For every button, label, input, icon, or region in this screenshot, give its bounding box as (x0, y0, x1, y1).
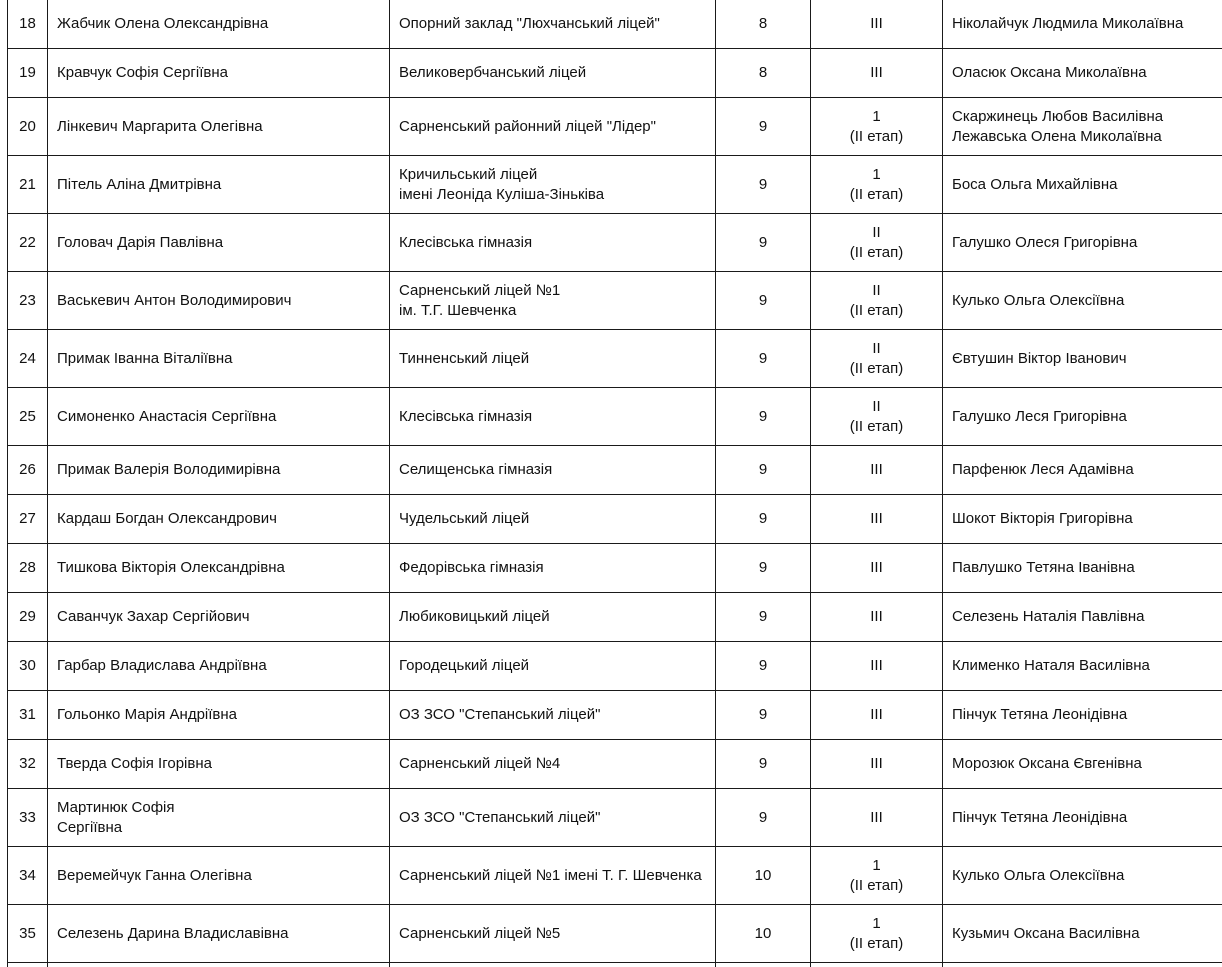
cell-teacher (943, 593, 1222, 642)
results-table-body (8, 0, 1222, 967)
cell-place-line: III (870, 808, 883, 826)
cell-grade: 9 (716, 691, 811, 740)
cell-student-name (48, 544, 390, 593)
cell-teacher-line: Павлушко Тетяна Іванівна (952, 559, 1135, 576)
cell-school (390, 98, 716, 156)
cell-student-name-line: Селезень Дарина Владиславівна (57, 924, 289, 942)
cell-student-name-line: Тверда Софія Ігорівна (57, 755, 212, 772)
table-row (8, 593, 1222, 642)
cell-teacher-line: Кулько Ольга Олексіївна (952, 291, 1125, 309)
cell-school (390, 740, 716, 789)
cell-place (811, 905, 943, 963)
cell-place-line: III (870, 461, 883, 478)
cell-student-name (48, 847, 390, 905)
cell-student-name (48, 330, 390, 388)
cell-grade: 9 (716, 330, 811, 388)
cell-school (390, 593, 716, 642)
cell-place (811, 593, 943, 642)
cell-number: 28 (8, 544, 48, 593)
cell-place (811, 0, 943, 49)
cell-teacher-line: Оласюк Оксана Миколаївна (952, 64, 1147, 81)
cell-teacher-line: Скаржинець Любов Василівна (952, 107, 1164, 125)
cell-number: 27 (8, 495, 48, 544)
table-row (8, 847, 1222, 905)
cell-place-line: III (870, 15, 883, 32)
cell-student-name (48, 214, 390, 272)
cell-student-name (48, 593, 390, 642)
cell-school-line: ім. Т.Г. Шевченка (399, 301, 517, 319)
cell-teacher (943, 214, 1222, 272)
cell-student-name (48, 789, 390, 847)
cell-teacher (943, 272, 1222, 330)
table-row (8, 691, 1222, 740)
cell-place-line: (II етап) (849, 876, 904, 894)
cell-place (811, 544, 943, 593)
cell-school-line: Любиковицький ліцей (399, 608, 550, 625)
cell-teacher (943, 544, 1222, 593)
cell-student-name (48, 495, 390, 544)
cell-teacher (943, 156, 1222, 214)
cell-place (811, 156, 943, 214)
cell-grade: 9 (716, 593, 811, 642)
cell-teacher-line: Кузьмич Оксана Василівна (952, 924, 1140, 942)
table-row (8, 905, 1222, 963)
cell-school (390, 789, 716, 847)
cell-school-line: ОЗ ЗСО "Степанський ліцей" (399, 808, 601, 826)
cell-teacher (943, 847, 1222, 905)
cell-teacher (943, 905, 1222, 963)
cell-place-line: II (872, 339, 881, 357)
cell-grade (716, 963, 811, 967)
table-row (8, 98, 1222, 156)
cell-place (811, 642, 943, 691)
cell-grade: 9 (716, 642, 811, 691)
cell-place (811, 272, 943, 330)
cell-student-name-line: Мартинюк Софія (57, 798, 175, 816)
cell-school (390, 0, 716, 49)
table-row (8, 330, 1222, 388)
table-row (8, 963, 1222, 967)
cell-teacher (943, 963, 1222, 967)
cell-student-name-line: Тишкова Вікторія Олександрівна (57, 559, 285, 576)
cell-place-line: 1 (872, 856, 881, 874)
table-row (8, 214, 1222, 272)
table-row (8, 388, 1222, 446)
cell-teacher (943, 446, 1222, 495)
cell-school-line: Селищенська гімназія (399, 461, 553, 478)
cell-number: 21 (8, 156, 48, 214)
cell-place-line: (II етап) (849, 934, 904, 952)
results-table (7, 0, 1222, 967)
cell-school (390, 330, 716, 388)
cell-grade: 9 (716, 214, 811, 272)
cell-school-line: Сарненський районний ліцей "Лідер" (399, 117, 656, 135)
cell-teacher (943, 740, 1222, 789)
cell-student-name (48, 388, 390, 446)
cell-place-line: 1 (872, 914, 881, 932)
cell-school-line: Клесівська гімназія (399, 233, 533, 251)
cell-school (390, 905, 716, 963)
cell-student-name (48, 156, 390, 214)
cell-number: 25 (8, 388, 48, 446)
cell-grade: 9 (716, 156, 811, 214)
cell-school-line: Великовербчанський ліцей (399, 64, 587, 81)
cell-place-line: II (872, 281, 881, 299)
cell-student-name-line: Симоненко Анастасія Сергіївна (57, 407, 277, 425)
cell-school-line: Клесівська гімназія (399, 407, 533, 425)
cell-student-name-line: Васькевич Антон Володимирович (57, 291, 292, 309)
cell-school (390, 544, 716, 593)
cell-place-line: (II етап) (849, 243, 904, 261)
cell-place (811, 446, 943, 495)
cell-number: 18 (8, 0, 48, 49)
cell-school-line: Опорний заклад "Люхчанський ліцей" (399, 15, 660, 32)
table-row (8, 789, 1222, 847)
cell-student-name-line: Сергіївна (57, 818, 123, 836)
cell-grade: 8 (716, 49, 811, 98)
cell-place-line: III (870, 755, 883, 772)
cell-place-line: II (872, 397, 881, 415)
cell-teacher-line: Євтушин Віктор Іванович (952, 349, 1127, 367)
cell-teacher-line: Морозюк Оксана Євгенівна (952, 755, 1142, 772)
cell-teacher (943, 0, 1222, 49)
cell-grade: 10 (716, 905, 811, 963)
cell-place-line: II (872, 223, 881, 241)
cell-teacher-line: Пінчук Тетяна Леонідівна (952, 706, 1128, 723)
cell-student-name-line: Гольонко Марія Андріївна (57, 706, 238, 723)
cell-place-line: (II етап) (849, 185, 904, 203)
cell-teacher-line: Пінчук Тетяна Леонідівна (952, 808, 1128, 826)
cell-teacher (943, 691, 1222, 740)
cell-school (390, 495, 716, 544)
cell-teacher (943, 388, 1222, 446)
cell-number: 23 (8, 272, 48, 330)
table-row (8, 49, 1222, 98)
cell-student-name-line: Пітель Аліна Дмитрівна (57, 175, 222, 193)
cell-teacher-line: Шокот Вікторія Григорівна (952, 510, 1133, 527)
table-row (8, 544, 1222, 593)
cell-place-line: 1 (872, 165, 881, 183)
cell-teacher (943, 330, 1222, 388)
cell-school-line: Чудельський ліцей (399, 510, 530, 527)
cell-student-name (48, 446, 390, 495)
cell-student-name-line: Кардаш Богдан Олександрович (57, 510, 277, 527)
cell-student-name-line: Жабчик Олена Олександрівна (57, 15, 269, 32)
cell-student-name (48, 740, 390, 789)
cell-school (390, 963, 716, 967)
cell-place (811, 49, 943, 98)
cell-teacher-line: Лежавська Олена Миколаївна (952, 127, 1162, 145)
cell-place-line: III (870, 510, 883, 527)
cell-place-line: (II етап) (849, 127, 904, 145)
cell-school-line: Сарненський ліцей №5 (399, 924, 561, 942)
cell-student-name (48, 0, 390, 49)
cell-number: 34 (8, 847, 48, 905)
cell-school (390, 642, 716, 691)
cell-teacher-line: Галушко Леся Григорівна (952, 407, 1127, 425)
cell-school (390, 446, 716, 495)
cell-school (390, 388, 716, 446)
cell-place-line: (II етап) (849, 301, 904, 319)
cell-teacher-line: Ніколайчук Людмила Миколаївна (952, 15, 1184, 32)
cell-grade: 9 (716, 446, 811, 495)
cell-student-name-line: Кравчук Софія Сергіївна (57, 64, 228, 81)
cell-student-name (48, 691, 390, 740)
cell-number: 31 (8, 691, 48, 740)
cell-school (390, 156, 716, 214)
cell-place (811, 740, 943, 789)
cell-teacher-line: Боса Ольга Михайлівна (952, 175, 1118, 193)
cell-teacher (943, 98, 1222, 156)
cell-place-line: III (870, 64, 883, 81)
table-row (8, 642, 1222, 691)
table-row (8, 156, 1222, 214)
cell-number: 29 (8, 593, 48, 642)
cell-school-line: Сарненський ліцей №1 імені Т. Г. Шевченка (399, 866, 702, 884)
table-row (8, 0, 1222, 49)
cell-student-name (48, 905, 390, 963)
cell-student-name (48, 49, 390, 98)
cell-number: 30 (8, 642, 48, 691)
cell-grade: 10 (716, 847, 811, 905)
cell-student-name-line: Головач Дарія Павлівна (57, 233, 224, 251)
cell-place-line: III (870, 559, 883, 576)
cell-school (390, 272, 716, 330)
cell-number: 20 (8, 98, 48, 156)
cell-teacher-line: Селезень Наталія Павлівна (952, 608, 1145, 625)
cell-student-name-line: Примак Іванна Віталіївна (57, 349, 233, 367)
cell-number: 22 (8, 214, 48, 272)
cell-place (811, 847, 943, 905)
cell-student-name (48, 963, 390, 967)
cell-place (811, 330, 943, 388)
cell-grade: 8 (716, 0, 811, 49)
cell-grade: 9 (716, 789, 811, 847)
cell-number: 26 (8, 446, 48, 495)
cell-place-line: III (870, 706, 883, 723)
cell-place (811, 388, 943, 446)
cell-number: 32 (8, 740, 48, 789)
cell-student-name-line: Гарбар Владислава Андріївна (57, 657, 267, 674)
cell-number: 33 (8, 789, 48, 847)
cell-school (390, 691, 716, 740)
cell-teacher (943, 495, 1222, 544)
cell-school-line: ОЗ ЗСО "Степанський ліцей" (399, 706, 601, 723)
cell-student-name (48, 642, 390, 691)
cell-place-line: 1 (872, 107, 881, 125)
cell-grade: 9 (716, 495, 811, 544)
cell-student-name-line: Лінкевич Маргарита Олегівна (57, 117, 263, 135)
cell-grade: 9 (716, 740, 811, 789)
cell-number: 19 (8, 49, 48, 98)
cell-teacher (943, 642, 1222, 691)
cell-student-name (48, 98, 390, 156)
cell-student-name-line: Веремейчук Ганна Олегівна (57, 866, 252, 884)
cell-school (390, 214, 716, 272)
cell-teacher-line: Галушко Олеся Григорівна (952, 233, 1138, 251)
cell-teacher-line: Клименко Наталя Василівна (952, 657, 1150, 674)
cell-number (8, 963, 48, 967)
cell-student-name-line: Саванчук Захар Сергійович (57, 608, 250, 625)
cell-school-line: Тинненський ліцей (399, 349, 530, 367)
cell-school-line: Сарненський ліцей №4 (399, 755, 561, 772)
table-row (8, 446, 1222, 495)
table-row (8, 740, 1222, 789)
cell-grade: 9 (716, 98, 811, 156)
cell-teacher (943, 49, 1222, 98)
cell-place (811, 963, 943, 967)
cell-student-name (48, 272, 390, 330)
cell-place-line: (II етап) (849, 359, 904, 377)
cell-school-line: Кричильський ліцей (399, 165, 538, 183)
table-row (8, 272, 1222, 330)
cell-grade: 9 (716, 544, 811, 593)
cell-school-line: Федорівська гімназія (399, 559, 544, 576)
cell-grade: 9 (716, 272, 811, 330)
cell-teacher-line: Кулько Ольга Олексіївна (952, 866, 1125, 884)
cell-number: 24 (8, 330, 48, 388)
cell-place (811, 789, 943, 847)
cell-school (390, 49, 716, 98)
cell-place-line: III (870, 608, 883, 625)
cell-place (811, 214, 943, 272)
cell-number: 35 (8, 905, 48, 963)
cell-place (811, 495, 943, 544)
cell-school-line: Сарненський ліцей №1 (399, 281, 561, 299)
cell-teacher (943, 789, 1222, 847)
cell-teacher-line: Парфенюк Леся Адамівна (952, 461, 1134, 478)
table-row (8, 495, 1222, 544)
cell-place (811, 98, 943, 156)
cell-place-line: (II етап) (849, 417, 904, 435)
cell-grade: 9 (716, 388, 811, 446)
cell-student-name-line: Примак Валерія Володимирівна (57, 461, 281, 478)
cell-place-line: III (870, 657, 883, 674)
cell-school-line: імені Леоніда Куліша-Зіньківа (399, 185, 605, 203)
cell-school (390, 847, 716, 905)
cell-school-line: Городецький ліцей (399, 657, 530, 674)
cell-place (811, 691, 943, 740)
